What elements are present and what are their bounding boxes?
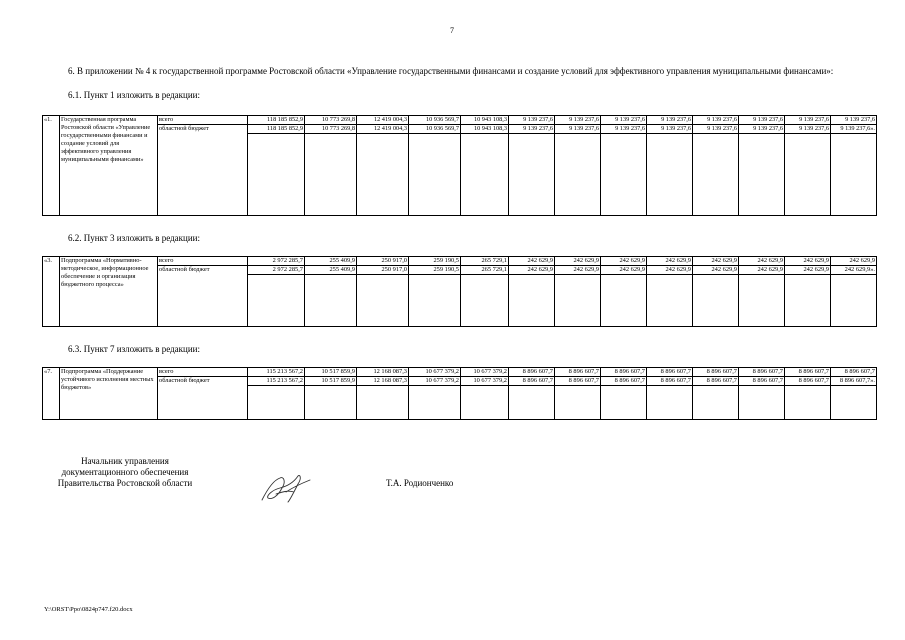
table-cell: 259 190,5 [409, 257, 461, 266]
row-index: «7. [43, 368, 60, 420]
table-cell: 9 139 237,6 [831, 116, 877, 125]
table-row [43, 116, 877, 125]
table-cell: 9 139 237,6 [555, 125, 601, 134]
intro-paragraph [44, 66, 862, 77]
table-cell: 10 773 269,8 [305, 116, 357, 125]
handwritten-signature [258, 470, 318, 506]
row-label: областной бюджет [158, 125, 248, 216]
table-cell: 10 677 379,2 [461, 368, 509, 377]
row-label: всего [158, 368, 248, 377]
table-cell: 8 896 607,7 [831, 368, 877, 377]
table-cell: 242 629,9 [739, 257, 785, 266]
table-cell: 115 213 567,2 [248, 377, 305, 386]
table-cell: 242 629,9 [509, 266, 555, 275]
table-cell: 9 139 237,6 [693, 116, 739, 125]
table-row [43, 257, 877, 266]
section-heading-3: 6.3. Пункт 7 изложить в редакции: [68, 344, 200, 354]
signatory-title [44, 456, 206, 489]
table-cell: 8 896 607,7 [555, 368, 601, 377]
table-cell: 8 896 607,7 [647, 368, 693, 377]
table-cell: 10 936 569,7 [409, 125, 461, 134]
table-cell: 242 629,9 [785, 266, 831, 275]
signatory-title-line1: Начальник управления [81, 456, 169, 466]
table-cell: 10 677 379,2 [409, 377, 461, 386]
signatory-title-line2: документационного обеспечения [61, 467, 189, 477]
page-number: 7 [450, 26, 454, 35]
table-row [43, 368, 877, 377]
table-cell: 265 729,1 [461, 266, 509, 275]
table-cell: 118 185 852,9 [248, 116, 305, 125]
table-cell: 8 896 607,7 [555, 377, 601, 386]
table-cell: 9 139 237,6 [693, 125, 739, 134]
table-cell: 115 213 567,2 [248, 368, 305, 377]
table-cell: 2 972 285,7 [248, 266, 305, 275]
table-cell: 12 168 087,3 [357, 377, 409, 386]
signatory-title-line3: Правительства Ростовской области [57, 478, 193, 488]
table-cell: 10 677 379,2 [409, 368, 461, 377]
row-label: всего [158, 257, 248, 266]
row-name: Государственная программа Ростовской области «Управление государственными финансами и создание условий для эффективного управления муниципальными финансами» [60, 116, 158, 216]
table-cell: 255 409,9 [305, 266, 357, 275]
table-cell: 10 936 569,7 [409, 116, 461, 125]
section-heading-1: 6.1. Пункт 1 изложить в редакции: [68, 90, 200, 100]
table-cell: 242 629,9 [785, 257, 831, 266]
row-label: областной бюджет [158, 266, 248, 327]
table-cell: 8 896 607,7 [601, 377, 647, 386]
table-cell: 242 629,9 [601, 266, 647, 275]
table-cell: 259 190,5 [409, 266, 461, 275]
table-cell: 250 917,0 [357, 257, 409, 266]
table-cell: 8 896 607,7 [693, 368, 739, 377]
table-cell: 9 139 237,6 [555, 116, 601, 125]
table-cell: 242 629,9 [555, 257, 601, 266]
table-cell: 255 409,9 [305, 257, 357, 266]
budget-table-1 [42, 115, 877, 216]
table-cell: 10 517 859,9 [305, 368, 357, 377]
table-cell: 118 185 852,9 [248, 125, 305, 134]
table-cell: 9 139 237,6 [739, 116, 785, 125]
table-cell: 10 517 859,9 [305, 377, 357, 386]
table-cell: 8 896 607,7 [647, 377, 693, 386]
table-cell: 242 629,9 [555, 266, 601, 275]
budget-table-3 [42, 367, 877, 420]
table-cell: 242 629,9 [739, 266, 785, 275]
footer-file-path: Y:\ORST\Ppo\0824p747.f20.docx [44, 606, 133, 613]
table-cell: 9 139 237,6». [831, 125, 877, 134]
table-cell: 250 917,0 [357, 266, 409, 275]
table-cell: 265 729,1 [461, 257, 509, 266]
table-cell: 8 896 607,7 [785, 368, 831, 377]
table-cell: 2 972 285,7 [248, 257, 305, 266]
table-cell: 9 139 237,6 [509, 125, 555, 134]
row-name: Подпрограмма «Поддержание устойчивого исполнения местных бюджетов» [60, 368, 158, 420]
table-cell: 9 139 237,6 [785, 125, 831, 134]
table-row [43, 377, 877, 386]
row-name: Подпрограмма «Нормативно-методическое, информационное обеспечение и организация бюджетного процесса» [60, 257, 158, 327]
table-cell: 242 629,9 [693, 257, 739, 266]
table-cell: 10 773 269,8 [305, 125, 357, 134]
table-row [43, 266, 877, 275]
table-cell: 8 896 607,7 [785, 377, 831, 386]
table-cell: 8 896 607,7 [509, 368, 555, 377]
section-heading-2: 6.2. Пункт 3 изложить в редакции: [68, 233, 200, 243]
table-cell: 8 896 607,7». [831, 377, 877, 386]
table-cell: 242 629,9 [601, 257, 647, 266]
table-cell: 242 629,9 [831, 257, 877, 266]
table-cell: 242 629,9 [693, 266, 739, 275]
table-row [43, 125, 877, 134]
intro-text: 6. В приложении № 4 к государственной программе Ростовской области «Управление государственными финансами и создание условий для эффективного управления муниципальными финансами»: [68, 66, 834, 76]
row-label: всего [158, 116, 248, 125]
table-cell: 8 896 607,7 [601, 368, 647, 377]
table-cell: 9 139 237,6 [509, 116, 555, 125]
row-index: «3. [43, 257, 60, 327]
table-cell: 12 419 004,3 [357, 116, 409, 125]
table-cell: 8 896 607,7 [739, 368, 785, 377]
signatory-name: Т.А. Родионченко [386, 478, 454, 488]
table-cell: 10 943 108,3 [461, 116, 509, 125]
table-cell: 10 943 108,3 [461, 125, 509, 134]
table-cell: 9 139 237,6 [785, 116, 831, 125]
table-cell: 9 139 237,6 [647, 125, 693, 134]
budget-table-2 [42, 256, 877, 327]
table-cell: 242 629,9 [647, 257, 693, 266]
table-cell: 12 168 087,3 [357, 368, 409, 377]
table-cell: 8 896 607,7 [739, 377, 785, 386]
table-cell: 242 629,9». [831, 266, 877, 275]
row-index: «1. [43, 116, 60, 216]
table-cell: 8 896 607,7 [509, 377, 555, 386]
table-cell: 12 419 004,3 [357, 125, 409, 134]
table-cell: 9 139 237,6 [647, 116, 693, 125]
table-cell: 9 139 237,6 [601, 116, 647, 125]
table-cell: 9 139 237,6 [601, 125, 647, 134]
table-cell: 10 677 379,2 [461, 377, 509, 386]
table-cell: 9 139 237,6 [739, 125, 785, 134]
table-cell: 242 629,9 [509, 257, 555, 266]
row-label: областной бюджет [158, 377, 248, 420]
table-cell: 242 629,9 [647, 266, 693, 275]
table-cell: 8 896 607,7 [693, 377, 739, 386]
